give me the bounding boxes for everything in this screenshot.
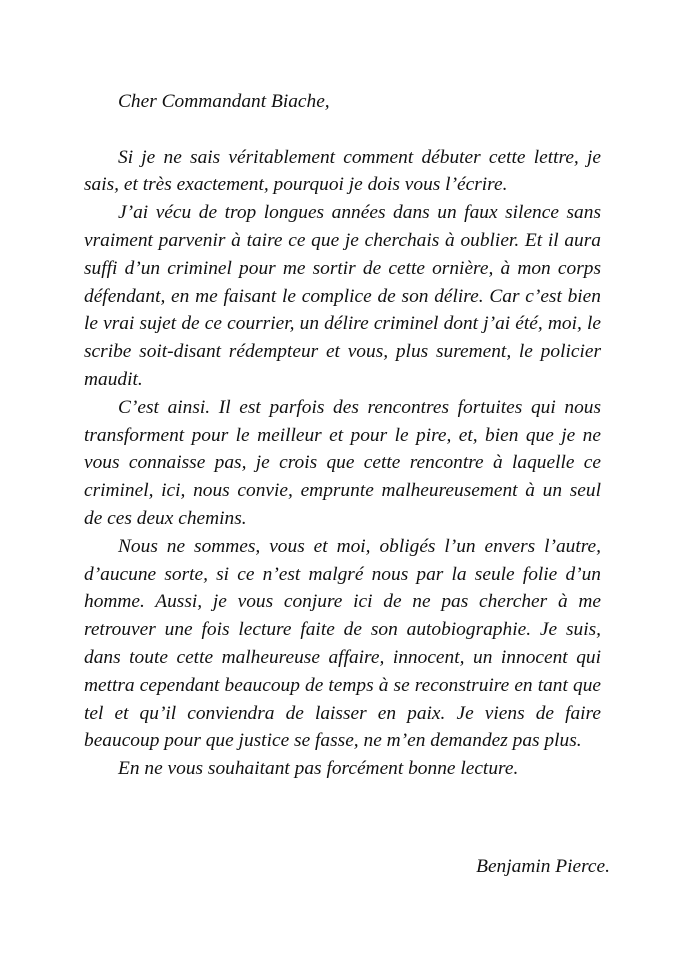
letter-signature: Benjamin Pierce.	[476, 856, 610, 877]
letter-body	[84, 88, 601, 783]
letter-paragraph-4: Nous ne sommes, vous et moi, obligés l’un envers l’autre, d’aucune sorte, si ce n’est malgré nous par la seule folie d’un homme. Aussi, je vous conjure ici de ne pas chercher à me retrouver une fois lecture faite de son autobiographie. Je suis, dans toute cette malheureuse affaire, innocent, un innocent qui mettra cependant beaucoup de temps à se reconstruire en tant que tel et qu’il conviendra de laisser en paix. Je viens de faire beaucoup pour que justice se fasse, ne m’en demandez pas plus.	[84, 535, 601, 752]
letter-salutation: Cher Commandant Biache,	[118, 91, 330, 112]
letter-paragraph-5: En ne vous souhaitant pas forcément bonne lecture.	[118, 758, 519, 780]
letter-paragraph-3: C’est ainsi. Il est parfois des rencontres fortuites qui nous transforment pour le meilleur et pour le pire, et, bien que je ne vous connaisse pas, je crois que cette rencontre à laquelle ce criminel, ici, nous convie, emprunte malheureusement à un seul de ces deux chemins.	[84, 396, 601, 529]
letter-paragraph-2: J’ai vécu de trop longues années dans un faux silence sans vraiment parvenir à taire ce que je cherchais à oublier. Et il aura suffi d’un criminel pour me sortir de cette ornière, à mon corps défendant, en me faisant le complice de son délire. Car c’est bien le vrai sujet de ce courrier, un délire criminel dont j’ai été, moi, le scribe soit-disant rédempteur et vous, plus surement, le policier maudit.	[84, 202, 601, 390]
letter-paragraph-1: Si je ne sais véritablement comment débuter cette lettre, je sais, et très exactement, pourquoi je dois vous l’écrire.	[84, 146, 601, 196]
